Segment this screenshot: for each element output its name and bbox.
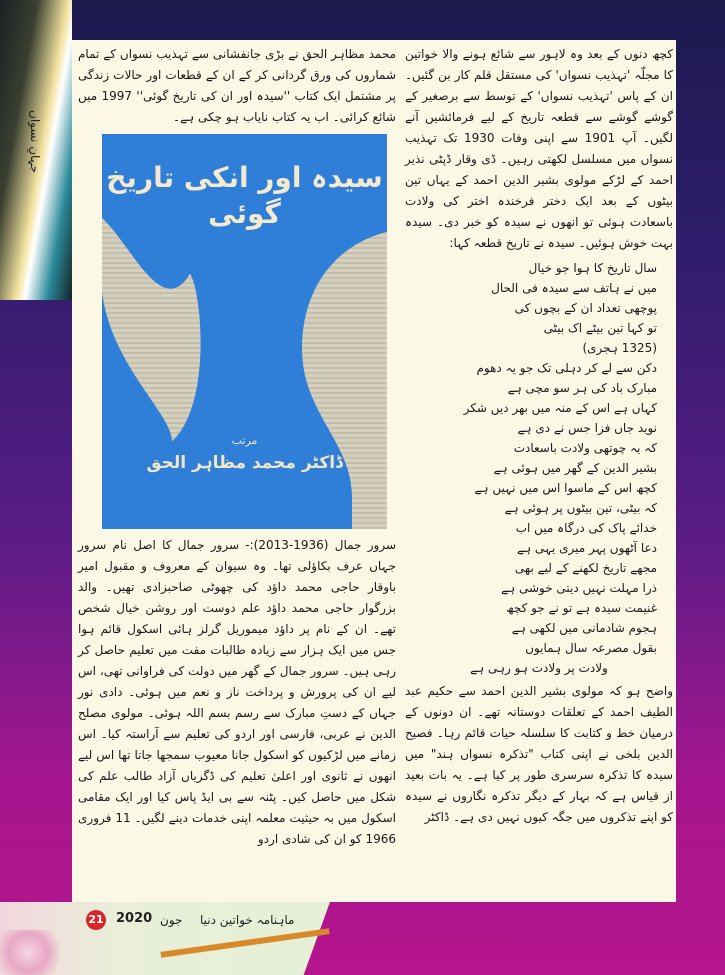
- poem-line: دکن سے لے کر دہلی تک جو یہ دھوم: [476, 361, 657, 375]
- page-number-badge: 21: [86, 910, 106, 930]
- poem-line: نوید جاں فزا جس نے دی ہے: [517, 421, 657, 435]
- paragraph: واضح ہو کہ مولوی بشیر الدین احمد سے حکیم عبد الطیف احمد کے تعلقات دوستانہ تھے۔ ان دونوں کے درمیان خط و کتابت کا سلسلہ حیات قائم رہا۔ فصیح الدین بلخی نے اپنی کتاب "تذکرہ نسواں ہند" میں سیدہ کا تذکرہ سرسری طور پر کیا ہے۔ یہ بات بعید از قیاس ہے کہ بہار کے دیگر تذکرہ نگاروں نے سیدہ کو اپنے تذکروں میں جگہ کیوں نہیں دی ہے۔ ڈاکٹر: [405, 684, 673, 824]
- poem-line: غنیمت سیدہ ہے تو نے جو کچھ: [506, 601, 657, 615]
- poem: [421, 258, 657, 658]
- poem-closing-line: ولادت پر ولادت ہو رہی ہے: [470, 661, 608, 675]
- poem-line: میں نے ہاتف سے سیدہ فی الحال: [491, 281, 657, 295]
- poem-line: بشیر الدین کے گھر میں ہوئی ہے: [493, 461, 657, 475]
- poem-line: دعا آٹھوں پہر میری یہی ہے: [517, 541, 657, 555]
- cover-title: سیدہ اور انکی تاریخ گوئی: [106, 161, 383, 230]
- poem-line: ہجوم شادمانی میں لکھی ہے: [511, 621, 657, 635]
- decorative-side-strip: [0, 0, 72, 300]
- magazine-name: ماہنامہ خواتین دنیا: [200, 913, 295, 927]
- poem-line: تو کہا تین بیٹے اک بیٹی: [543, 321, 657, 335]
- poem-line: مبارک باد کی ہر سو مچی ہے: [507, 381, 657, 395]
- section-label: جہانِ نسواں: [28, 110, 42, 174]
- poem-line: کچھ اس کے ماسوا اس میں نہیں ہے: [474, 481, 657, 495]
- poem-line: ذرا مہلت نہیں دیتی خوشی ہے: [501, 581, 657, 595]
- paragraph: کچھ دنوں کے بعد وہ لاہور سے شائع ہونے والا خواتین کا مجلّہ 'تہذیب نسواں' کی مستقل قلم کار بن گئیں۔ ان کے پاس 'تہذیب نسواں' کے توسط سے برصغیر کے گوشے گوشے سے قطعہ تاریخ کے لیے فرمائشیں آنے لگیں۔ آپ 1901 سے اپنی وفات 1930 تک تہذیب نسواں میں مسلسل لکھتی رہیں۔ ڈی وقار ڈپٹی نذیر احمد کے لڑکے مولوی بشیر الدین احمد کے یہاں تین بیٹوں کے بعد ایک دختر فرخندہ اختر کی ولادت باسعادت ہوئی تو انھوں نے سیدہ کو خبر دی۔ سیدہ بہت خوش ہوئیں۔ سیدہ نے تاریخ قطعہ کہا:: [405, 47, 673, 250]
- issue-year: 2020: [116, 911, 153, 926]
- poem-line: (1325 ہجری): [582, 341, 657, 355]
- paragraph: سرور جمال (1936-2013):- سرور جمال کا اصل نام سرور جہاں عرف بکاؤلی تھا۔ وہ سیوان کے معروف و مقبول امیر باوقار حاجی محمد داؤد کی چھوٹی صاحبزادی تھیں۔ والد بزرگوار حاجی محمد داؤد علم دوست اور روشن خیال شخص تھے۔ ان کے نام پر داؤد میموریل گرلز ہائی اسکول قائم ہوا جس میں ایک ہزار سے زیادہ طالبات مفت میں تعلیم حاصل کر رہی ہیں۔ سرور جمال کے گھر میں دولت کی فراوانی تھی، اس لیے ان کی پرورش و پرداخت ناز و نعم میں ہوئی۔ دادی نور جہاں کے دستِ مبارک سے رسم بسم اللہ ہوئی۔ مولوی مصلح الدین نے عربی، فارسی اور اردو کی تعلیم سے آراستہ کیا۔ اس زمانے میں لڑکیوں کو اسکول جانا معیوب سمجھا جاتا تھا اس لیے انھوں نے ثانوی اور اعلیٰ تعلیم کی ڈگریاں آزاد طالب علم کی شکل میں حاصل کیں۔ پٹنہ سے بی ایڈ پاس کیا اور ایک مقامی اسکول میں بہ حیثیت معلمہ اپنی خدمات دینے لگیں۔ 11 فروری 1966 کو ان کی شادی اردو: [78, 538, 396, 846]
- poem-line: پوچھی تعداد ان کے بچوں کی: [514, 301, 657, 315]
- right-column: [405, 44, 673, 828]
- poem-line: بقول مصرعہ سال ہمایوں: [525, 641, 657, 655]
- issue-month: جون: [160, 913, 183, 927]
- poem-line: کہاں ہے اس کے منہ میں بھر دیں شکر: [463, 401, 657, 415]
- poem-line: کہ یہ چوتھی ولادت باسعادت: [513, 441, 657, 455]
- paragraph: محمد مظاہر الحق نے بڑی جانفشانی سے تہذیب نسواں کے تمام شماروں کی ورق گردانی کر کے ان کے قطعات اور حالات زندگی پر مشتمل ایک کتاب ''سیدہ اور ان کی تاریخ گوئی'' 1997 میں شائع کرائی۔ اب یہ کتاب نایاب ہو چکی ہے۔: [78, 47, 397, 124]
- poem-line: مجھے تاریخ لکھنے کے لیے بھی: [514, 561, 657, 575]
- poem-line: سال تاریخ کا ہوا جو خیال: [528, 261, 657, 275]
- poem-line: خدائے پاک کی درگاہ میں اب: [515, 521, 657, 535]
- book-cover-image: [102, 134, 387, 529]
- cover-author: ڈاکٹر محمد مظاہر الحق: [146, 453, 343, 473]
- cover-edited-by: مرتب: [231, 434, 258, 447]
- poem-line: کہ بیٹی، تین بیٹوں پر ہوئی ہے: [504, 501, 657, 515]
- flower-decoration: [0, 930, 70, 975]
- left-column: [78, 44, 396, 850]
- article-panel: [72, 40, 676, 902]
